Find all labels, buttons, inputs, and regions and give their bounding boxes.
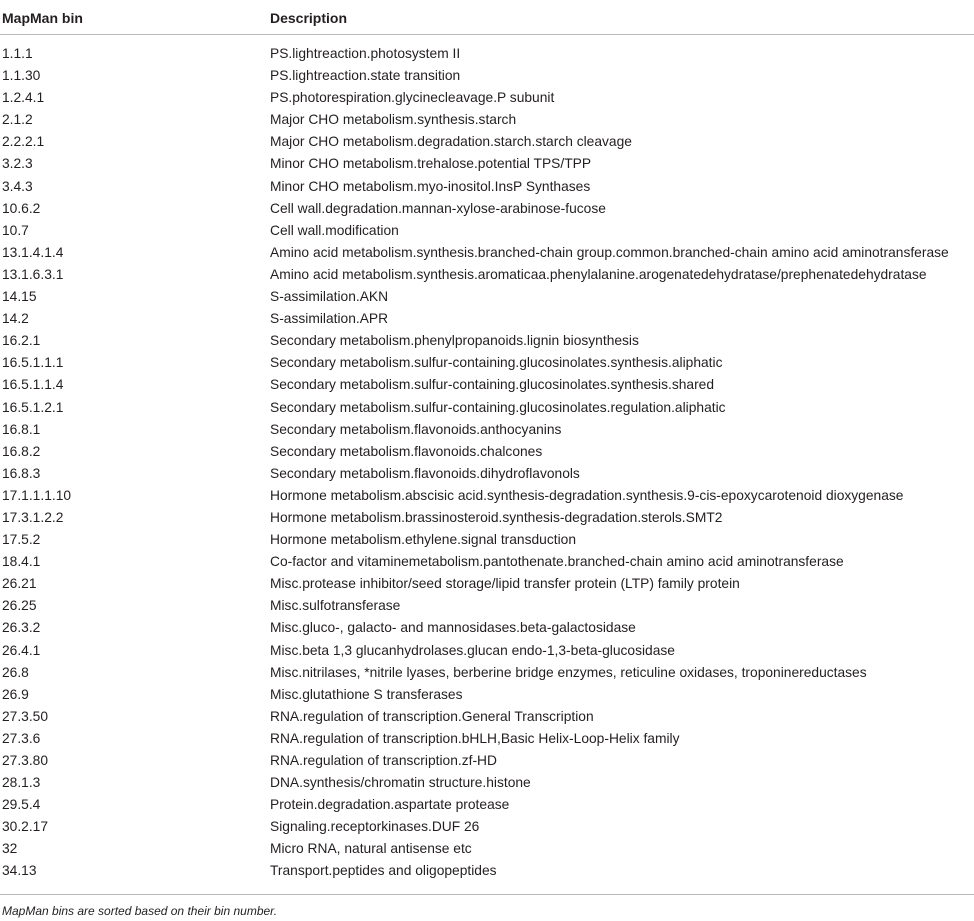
cell-description: Signaling.receptorkinases.DUF 26	[270, 819, 480, 835]
cell-bin: 16.5.1.1.1	[2, 355, 64, 371]
cell-description: Cell wall.modification	[270, 222, 399, 238]
header-mapman-bin: MapMan bin	[2, 10, 83, 26]
table-row	[0, 684, 974, 706]
cell-bin: 17.3.1.2.2	[2, 509, 64, 525]
cell-bin: 17.1.1.1.10	[2, 487, 72, 503]
cell-bin: 27.3.80	[2, 753, 49, 768]
table-row	[0, 706, 974, 728]
table-row	[0, 330, 974, 352]
table-row	[0, 617, 974, 639]
cell-description: Misc.beta 1,3 glucanhydrolases.glucan endo-1,3-beta-glucosidase	[270, 642, 675, 658]
cell-description: Co-factor and vitaminemetabolism.pantothenate.branched-chain amino acid aminotransferase	[270, 554, 844, 570]
table-row	[0, 551, 974, 573]
table-body	[0, 35, 974, 883]
table-row	[0, 838, 974, 860]
table-row	[0, 750, 974, 772]
cell-bin: 34.13	[2, 863, 37, 879]
table-row	[0, 507, 974, 529]
table-bottom-rule	[0, 894, 974, 895]
table-row	[0, 640, 974, 662]
cell-bin: 13.1.6.3.1	[2, 266, 64, 282]
cell-description: Major CHO metabolism.synthesis.starch	[270, 112, 517, 128]
cell-description: S-assimilation.AKN	[270, 289, 389, 305]
table-row	[0, 728, 974, 750]
cell-description: Secondary metabolism.flavonoids.dihydroflavonols	[270, 465, 580, 481]
cell-description: Transport.peptides and oligopeptides	[270, 863, 497, 879]
cell-description: RNA.regulation of transcription.bHLH,Basic Helix-Loop-Helix family	[270, 730, 680, 746]
table-row	[0, 529, 974, 551]
table-row	[0, 308, 974, 330]
cell-description: RNA.regulation of transcription.zf-HD	[270, 753, 497, 768]
cell-description: Misc.protease inhibitor/seed storage/lipid transfer protein (LTP) family protein	[270, 576, 740, 592]
table-row	[0, 860, 974, 882]
cell-description: Amino acid metabolism.synthesis.branched-chain group.common.branched-chain amino acid aminotransferase	[270, 244, 949, 260]
table-row	[0, 220, 974, 242]
cell-description: Minor CHO metabolism.trehalose.potential TPS/TPP	[270, 156, 592, 172]
cell-bin: 26.21	[2, 576, 37, 592]
cell-bin: 17.5.2	[2, 532, 41, 548]
cell-bin: 13.1.4.1.4	[2, 244, 64, 260]
cell-bin: 16.8.3	[2, 465, 41, 481]
table-footnote: MapMan bins are sorted based on their bin number.	[2, 904, 278, 918]
cell-description: Secondary metabolism.flavonoids.anthocyanins	[270, 421, 562, 437]
table-row	[0, 352, 974, 374]
table-row	[0, 286, 974, 308]
cell-description: PS.photorespiration.glycinecleavage.P subunit	[270, 90, 555, 106]
cell-bin: 16.5.1.2.1	[2, 399, 64, 415]
cell-bin: 3.2.3	[2, 156, 33, 172]
cell-description: Micro RNA, natural antisense etc	[270, 841, 472, 857]
cell-bin: 16.8.2	[2, 443, 41, 459]
cell-bin: 26.3.2	[2, 620, 41, 636]
table-row	[0, 65, 974, 87]
cell-bin: 18.4.1	[2, 554, 41, 570]
cell-bin: 2.2.2.1	[2, 134, 45, 150]
cell-description: RNA.regulation of transcription.General Transcription	[270, 708, 594, 724]
cell-bin: 16.2.1	[2, 333, 41, 349]
table-row	[0, 662, 974, 684]
table-row	[0, 772, 974, 794]
cell-description: Hormone metabolism.brassinosteroid.synthesis-degradation.sterols.SMT2	[270, 509, 723, 525]
table-row	[0, 794, 974, 816]
cell-bin: 2.1.2	[2, 112, 33, 128]
table-row	[0, 43, 974, 65]
cell-bin: 3.4.3	[2, 178, 33, 194]
cell-description: Secondary metabolism.sulfur-containing.glucosinolates.synthesis.aliphatic	[270, 355, 723, 371]
table-row	[0, 441, 974, 463]
table-row	[0, 463, 974, 485]
cell-description: DNA.synthesis/chromatin structure.histone	[270, 775, 531, 791]
table-row	[0, 176, 974, 198]
cell-description: Hormone metabolism.abscisic acid.synthesis-degradation.synthesis.9-cis-epoxycarotenoid dioxygenase	[270, 487, 904, 503]
cell-bin: 16.5.1.1.4	[2, 377, 64, 393]
cell-bin: 1.1.30	[2, 68, 41, 84]
cell-description: Misc.sulfotransferase	[270, 598, 401, 614]
cell-description: Hormone metabolism.ethylene.signal transduction	[270, 532, 576, 548]
cell-bin: 26.25	[2, 598, 37, 614]
cell-bin: 29.5.4	[2, 797, 41, 813]
cell-description: PS.lightreaction.photosystem II	[270, 46, 461, 61]
header-description: Description	[270, 10, 348, 26]
cell-description: Misc.gluco-, galacto- and mannosidases.beta-galactosidase	[270, 620, 636, 636]
table-row	[0, 374, 974, 396]
table-header-row	[0, 0, 974, 35]
cell-bin: 14.2	[2, 311, 29, 327]
cell-description: Amino acid metabolism.synthesis.aromaticaa.phenylalanine.arogenatedehydratase/prephenatedehydratase	[270, 266, 927, 282]
table-row	[0, 816, 974, 838]
cell-bin: 26.4.1	[2, 642, 41, 658]
cell-description: Secondary metabolism.sulfur-containing.glucosinolates.synthesis.shared	[270, 377, 715, 393]
cell-bin: 26.8	[2, 664, 29, 680]
cell-description: PS.lightreaction.state transition	[270, 68, 461, 84]
cell-bin: 16.8.1	[2, 421, 41, 437]
cell-description: Secondary metabolism.flavonoids.chalcones	[270, 443, 543, 459]
table-row	[0, 595, 974, 617]
cell-bin: 27.3.6	[2, 730, 41, 746]
cell-description: Secondary metabolism.sulfur-containing.glucosinolates.regulation.aliphatic	[270, 399, 726, 415]
table-row	[0, 264, 974, 286]
table-row	[0, 87, 974, 109]
cell-bin: 10.7	[2, 222, 29, 238]
cell-bin: 1.1.1	[2, 46, 33, 61]
cell-bin: 10.6.2	[2, 200, 41, 216]
table-row	[0, 419, 974, 441]
cell-description: Minor CHO metabolism.myo-inositol.InsP Synthases	[270, 178, 591, 194]
table-row	[0, 131, 974, 153]
table-row	[0, 573, 974, 595]
table-row	[0, 485, 974, 507]
table-row	[0, 242, 974, 264]
cell-description: Protein.degradation.aspartate protease	[270, 797, 510, 813]
table-row	[0, 198, 974, 220]
cell-description: Secondary metabolism.phenylpropanoids.lignin biosynthesis	[270, 333, 639, 349]
cell-description: Misc.nitrilases, *nitrile lyases, berberine bridge enzymes, reticuline oxidases, troponinereductases	[270, 664, 867, 680]
cell-bin: 30.2.17	[2, 819, 49, 835]
cell-description: Cell wall.degradation.mannan-xylose-arabinose-fucose	[270, 200, 606, 216]
cell-description: Misc.glutathione S transferases	[270, 686, 463, 702]
cell-description: S-assimilation.APR	[270, 311, 389, 327]
cell-bin: 26.9	[2, 686, 29, 702]
cell-description: Major CHO metabolism.degradation.starch.starch cleavage	[270, 134, 632, 150]
table-row	[0, 153, 974, 175]
cell-bin: 28.1.3	[2, 775, 41, 791]
cell-bin: 27.3.50	[2, 708, 49, 724]
cell-bin: 14.15	[2, 289, 37, 305]
table-row	[0, 109, 974, 131]
table-row	[0, 397, 974, 419]
cell-bin: 1.2.4.1	[2, 90, 45, 106]
cell-bin: 32	[2, 841, 18, 857]
